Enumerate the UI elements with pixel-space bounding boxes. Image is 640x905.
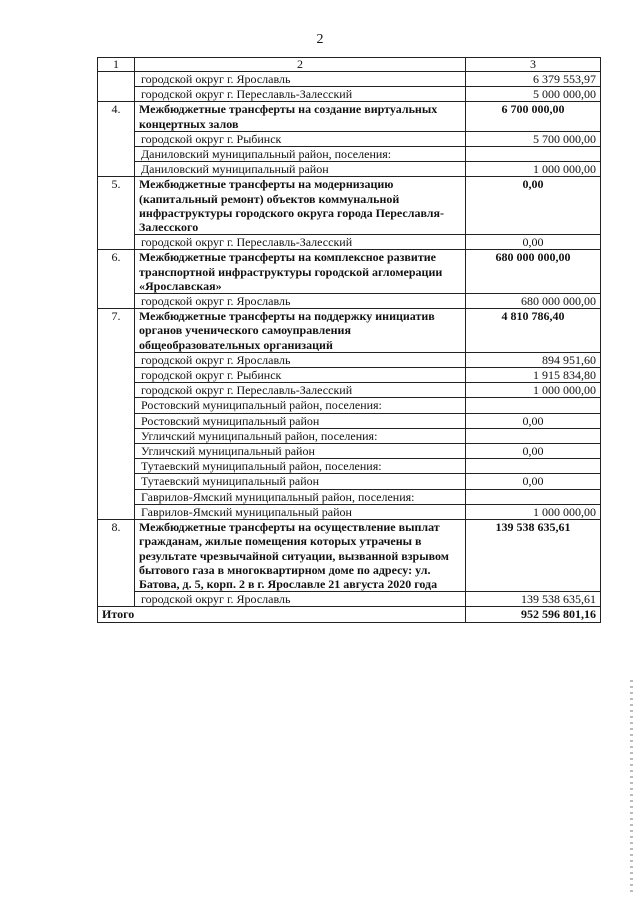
amount-value: 680 000 000,00 xyxy=(466,294,601,309)
transfer-title: Межбюджетные трансферты на осуществление выплат гражданам, жилые помещения которых утрачены в результате чрезвычайной ситуации, вызванной взрывом бытового газа в многоквартирном доме по адресу: ул. Батова, д. 5, корп. 2 в г. Ярославле 21 августа 2020 года xyxy=(135,520,466,592)
table-row xyxy=(98,162,601,177)
amount-value: 0,00 xyxy=(466,413,601,428)
row-number xyxy=(98,368,135,383)
recipient-name: Тутаевский муниципальный район, поселения: xyxy=(135,459,466,474)
recipient-name: Даниловский муниципальный район, поселения: xyxy=(135,147,466,162)
total-row xyxy=(98,607,601,622)
recipient-name: городской округ г. Переславль-Залесский xyxy=(135,87,466,102)
recipient-name: городской округ г. Ярославль xyxy=(135,72,466,87)
row-number xyxy=(98,474,135,489)
row-number xyxy=(98,352,135,367)
section-row xyxy=(98,250,601,294)
table-row xyxy=(98,147,601,162)
amount-value: 139 538 635,61 xyxy=(466,592,601,607)
amount-value: 5 000 000,00 xyxy=(466,87,601,102)
table-row xyxy=(98,444,601,459)
row-number xyxy=(98,383,135,398)
recipient-name: городской округ г. Ярославль xyxy=(135,592,466,607)
amount-value: 139 538 635,61 xyxy=(466,520,601,592)
amount-value: 4 810 786,40 xyxy=(466,309,601,353)
recipient-name: Тутаевский муниципальный район xyxy=(135,474,466,489)
table-row xyxy=(98,368,601,383)
row-number xyxy=(98,413,135,428)
section-row xyxy=(98,102,601,131)
amount-value xyxy=(466,489,601,504)
amount-value: 1 915 834,80 xyxy=(466,368,601,383)
row-number: 4. xyxy=(98,102,135,131)
table-row xyxy=(98,398,601,413)
amount-value: 6 379 553,97 xyxy=(466,72,601,87)
row-number xyxy=(98,428,135,443)
row-number xyxy=(98,162,135,177)
recipient-name: Даниловский муниципальный район xyxy=(135,162,466,177)
table-row xyxy=(98,489,601,504)
amount-value: 5 700 000,00 xyxy=(466,131,601,146)
section-row xyxy=(98,309,601,353)
amount-value: 0,00 xyxy=(466,474,601,489)
recipient-name: Ростовский муниципальный район xyxy=(135,413,466,428)
total-amount: 952 596 801,16 xyxy=(466,607,601,622)
total-label: Итого xyxy=(98,607,466,622)
row-number xyxy=(98,294,135,309)
table-row xyxy=(98,235,601,250)
recipient-name: городской округ г. Рыбинск xyxy=(135,368,466,383)
table-row xyxy=(98,383,601,398)
table-row xyxy=(98,592,601,607)
amount-value xyxy=(466,398,601,413)
table-row xyxy=(98,413,601,428)
transfer-title: Межбюджетные трансферты на комплексное развитие транспортной инфраструктуры городской агломерации «Ярославская» xyxy=(135,250,466,294)
recipient-name: Ростовский муниципальный район, поселения: xyxy=(135,398,466,413)
row-number xyxy=(98,131,135,146)
row-number: 8. xyxy=(98,520,135,592)
amount-value xyxy=(466,459,601,474)
row-number xyxy=(98,235,135,250)
table-row xyxy=(98,72,601,87)
header-col-2: 2 xyxy=(135,58,466,72)
table-header-row xyxy=(98,58,601,72)
row-number: 6. xyxy=(98,250,135,294)
recipient-name: Угличский муниципальный район xyxy=(135,444,466,459)
row-number xyxy=(98,87,135,102)
header-col-1: 1 xyxy=(98,58,135,72)
row-number: 5. xyxy=(98,177,135,235)
recipient-name: городской округ г. Ярославль xyxy=(135,294,466,309)
amount-value: 894 951,60 xyxy=(466,352,601,367)
table-row xyxy=(98,131,601,146)
page-number: 2 xyxy=(316,32,324,47)
row-number xyxy=(98,72,135,87)
section-row xyxy=(98,520,601,592)
row-number: 7. xyxy=(98,309,135,353)
table-row xyxy=(98,504,601,519)
amount-value: 0,00 xyxy=(466,444,601,459)
amount-value: 1 000 000,00 xyxy=(466,504,601,519)
row-number xyxy=(98,504,135,519)
table-row xyxy=(98,474,601,489)
amount-value xyxy=(466,147,601,162)
header-col-3: 3 xyxy=(466,58,601,72)
table-row xyxy=(98,294,601,309)
transfers-table xyxy=(97,57,601,623)
recipient-name: Гаврилов-Ямский муниципальный район, поселения: xyxy=(135,489,466,504)
amount-value: 680 000 000,00 xyxy=(466,250,601,294)
amount-value: 0,00 xyxy=(466,235,601,250)
recipient-name: Угличский муниципальный район, поселения: xyxy=(135,428,466,443)
transfer-title: Межбюджетные трансферты на создание виртуальных концертных залов xyxy=(135,102,466,131)
table-row xyxy=(98,459,601,474)
row-number xyxy=(98,398,135,413)
recipient-name: городской округ г. Ярославль xyxy=(135,352,466,367)
transfer-title: Межбюджетные трансферты на поддержку инициатив органов ученического самоуправления общеобразовательных организаций xyxy=(135,309,466,353)
table-row xyxy=(98,352,601,367)
row-number xyxy=(98,592,135,607)
amount-value: 0,00 xyxy=(466,177,601,235)
amount-value: 6 700 000,00 xyxy=(466,102,601,131)
amount-value: 1 000 000,00 xyxy=(466,162,601,177)
table-row xyxy=(98,87,601,102)
amount-value xyxy=(466,428,601,443)
row-number xyxy=(98,459,135,474)
recipient-name: городской округ г. Рыбинск xyxy=(135,131,466,146)
table-row xyxy=(98,428,601,443)
row-number xyxy=(98,489,135,504)
amount-value: 1 000 000,00 xyxy=(466,383,601,398)
row-number xyxy=(98,444,135,459)
recipient-name: городской округ г. Переславль-Залесский xyxy=(135,235,466,250)
section-row xyxy=(98,177,601,235)
scan-edge-mark xyxy=(630,680,633,895)
recipient-name: городской округ г. Переславль-Залесский xyxy=(135,383,466,398)
recipient-name: Гаврилов-Ямский муниципальный район xyxy=(135,504,466,519)
row-number xyxy=(98,147,135,162)
transfer-title: Межбюджетные трансферты на модернизацию (капитальный ремонт) объектов коммунальной инфраструктуры городского округа города Переславля-Залесского xyxy=(135,177,466,235)
